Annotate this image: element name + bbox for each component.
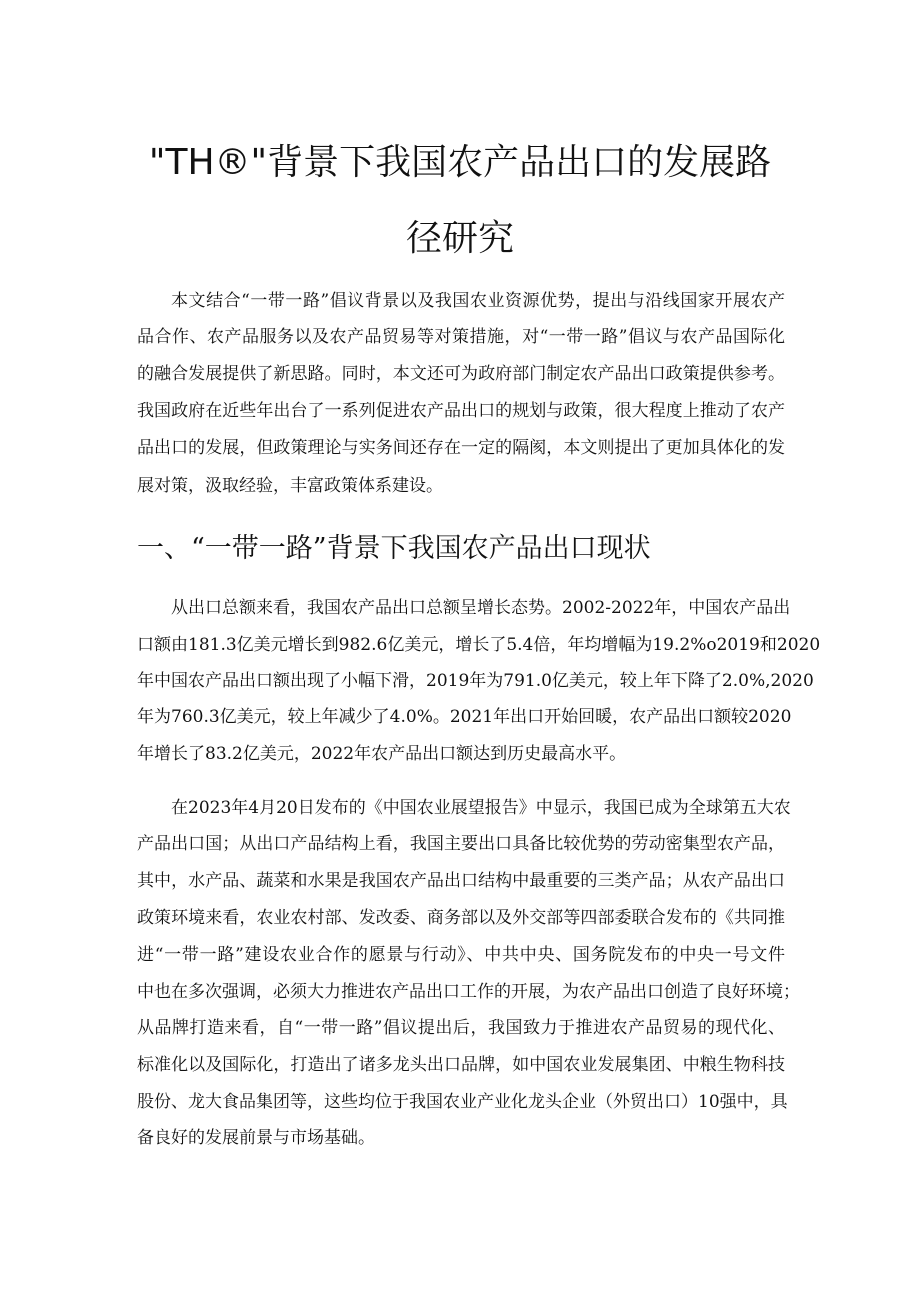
paragraph-line: 产品出口国；从出口产品结构上看，我国主要出口具备比较优势的劳动密集型农产品，	[137, 834, 785, 854]
paragraph-line: 年增长了83.2亿美元，2022年农产品出口额达到历史最高水平。	[137, 744, 627, 764]
section-heading: 一、“一带一路”背景下我国农产品出口现状	[137, 533, 651, 564]
paragraph-line: 标准化以及国际化，打造出了诸多龙头出口品牌，如中国农业发展集团、中粮生物科技	[137, 1055, 785, 1075]
paragraph-line: 从出口总额来看，我国农产品出口总额呈增长态势。2002-2022年，中国农产品出	[171, 598, 791, 618]
paragraph-line: 年为760.3亿美元，较上年减少了4.0%。2021年出口开始回暖，农产品出口额较2020	[137, 707, 792, 727]
paragraph-line: 政策环境来看，农业农村部、发改委、商务部以及外交部等四部委联合发布的《共同推	[137, 908, 785, 928]
paragraph-line: 股份、龙大食品集团等，这些均位于我国农业产业化龙头企业（外贸出口）10强中，具	[137, 1092, 788, 1112]
paragraph-line: 在2023年4月20日发布的《中国农业展望报告》中显示，我国已成为全球第五大农	[171, 798, 791, 818]
document-title-line-1: "TH®"背景下我国农产品出口的发展路	[148, 142, 772, 183]
paragraph-line: 进“一带一路”建设农业合作的愿景与行动》、中共中央、国务院发布的中央一号文件	[137, 945, 785, 965]
paragraph-line: 年中国农产品出口额出现了小幅下滑，2019年为791.0亿美元，较上年下降了2.0%,2020	[137, 671, 814, 691]
paragraph-line: 从品牌打造来看，自“一带一路”倡议提出后，我国致力于推进农产品贸易的现代化、	[137, 1018, 785, 1038]
paragraph-line: 本文结合“一带一路”倡议背景以及我国农业资源优势，提出与沿线国家开展农产	[171, 291, 785, 311]
paragraph-line: 中也在多次强调，必须大力推进农产品出口工作的开展，为农产品出口创造了良好环境；	[137, 982, 800, 1002]
paragraph-line: 口额由181.3亿美元增长到982.6亿美元，增长了5.4倍，年均增幅为19.2%o2019和2020	[137, 635, 821, 655]
paragraph-line: 展对策，汲取经验，丰富政策体系建设。	[137, 476, 443, 496]
paragraph-line: 我国政府在近些年出台了一系列促进农产品出口的规划与政策，很大程度上推动了农产	[137, 401, 785, 421]
paragraph-line: 品出口的发展，但政策理论与实务间还存在一定的隔阂，本文则提出了更加具体化的发	[137, 438, 785, 458]
paragraph-line: 其中，水产品、蔬菜和水果是我国农产品出口结构中最重要的三类产品；从农产品出口	[137, 871, 785, 891]
paragraph-line: 品合作、农产品服务以及农产品贸易等对策措施，对“一带一路”倡议与农产品国际化	[137, 327, 785, 347]
paragraph-line: 备良好的发展前景与市场基础。	[137, 1128, 375, 1148]
paragraph-line: 的融合发展提供了新思路。同时，本文还可为政府部门制定农产品出口政策提供参考。	[137, 364, 785, 384]
document-title-line-2: 径研究	[405, 218, 514, 259]
